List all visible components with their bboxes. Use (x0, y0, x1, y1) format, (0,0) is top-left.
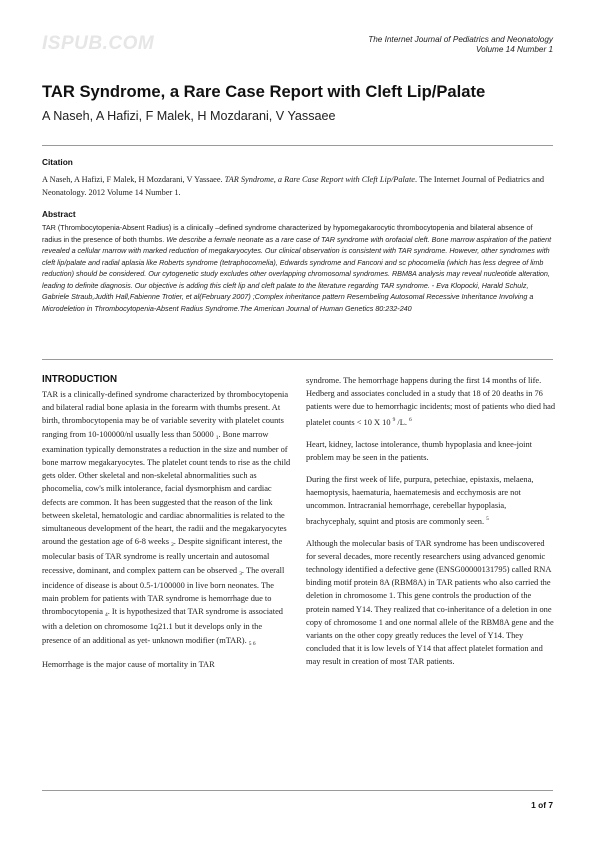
p1-text-e: . It is hypothesized that TAR syndrome is associated with a deletion on chromosome 1q21.1 but it develops only in the presence of an additional as yet- unknown modifier (mTAR). (42, 607, 283, 645)
ref-2: 2 (171, 542, 174, 549)
abstract-text (42, 222, 554, 314)
ref-3: 3 (239, 570, 242, 577)
p2-text-b: /L. (395, 417, 407, 427)
journal-name: The Internet Journal of Pediatrics and Neonatology (368, 35, 553, 44)
ref-1: 1 (215, 434, 219, 441)
right-column (306, 374, 556, 678)
p2-text-a: syndrome. The hemorrhage happens during the first 14 months of life. Hedberg and associates concluded in a study that 18 of 20 deaths in 76 patients were due to hemorrhagic incidents; most of patients who died had platelet counts < 10 X 10 (306, 376, 556, 427)
p1-text-c: . Despite significant interest, the molecular basis of TAR syndrome is really uncertain and autosomal recessive, dominant, and complex pattern can be observed (42, 537, 283, 575)
hemorrhage-paragraph-cont (306, 374, 556, 429)
ref-4: 4 (105, 612, 108, 619)
abstract-divider (42, 359, 553, 360)
ref-5: 5 (486, 515, 489, 522)
intro-paragraph-1 (42, 388, 292, 649)
p1-text-a: TAR is a clinically-defined syndrome characterized by thrombocytopenia and bilateral radial bone aplasia in the forearm with thumbs present. At birth, thrombocytopenia may be of variable severity with platelet counts ranging from 10-100000/nl usually less than 50000 (42, 390, 289, 439)
footer-divider (42, 790, 553, 791)
article-title: TAR Syndrome, a Rare Case Report with Cleft Lip/Palate (42, 82, 486, 101)
citation-title: TAR Syndrome, a Rare Case Report with Cleft Lip/Palate (224, 175, 415, 184)
journal-info (368, 35, 553, 55)
citation-heading: Citation (42, 157, 73, 167)
p1-text-d: . The overall incidence of disease is about 0.5-1/100000 in live born neonates. The main problem for patients with TAR syndrome is hemorrhage due to thrombocytopenia (42, 565, 285, 617)
hemorrhage-paragraph-start: Hemorrhage is the major cause of mortality in TAR (42, 659, 215, 669)
p4-text: During the first week of life, purpura, petechiae, epistaxis, melaena, haemoptysis, haematuria, haematemesis and ecchymosis are not uncommon. Intracranial hemorrhage, cerebellar hypoplasia, brachycephaly, squint and ptosis are commonly seen. (306, 475, 534, 526)
ref-6: 6 (409, 416, 412, 423)
citation-source: . The Internet Journal of Pediatrics and Neonatology. 2012 Volume 14 Number 1. (42, 175, 545, 198)
site-logo: ISPUB.COM (42, 33, 155, 54)
paragraph-molecular-basis: Although the molecular basis of TAR syndrome has been undiscovered for several decades, more recently researchers using advanced genomic technology identified a defective gene (ENSG00000131795) called RNA binding motif protein 8A (RBM8A) in TAR patients who also carried the deletion in chromosome 1. This gene controls the production of the protein named Y14. They realized that co-inheritance of a deletion in one copy of chromosome 1 and one normal allele of the RBM8A gene and the variants on the other copy greatly reduces the level of Y14. They concluded that it is low levels of Y14 that affect platelet formation and may result in creation of most TAR patients. (306, 538, 554, 667)
citation-text (42, 173, 554, 199)
paragraph-heart-kidney: Heart, kidney, lactose intolerance, thumb hypoplasia and knee-joint problem may be seen in the patients. (306, 439, 532, 462)
paragraph-first-week (306, 473, 556, 528)
abstract-part-1: TAR (Thrombocytopenia-Absent Radius) is a clinically –defined syndrome characterized by hypomegakarocytic thrombocytopenia and bilateral absence of radius in the presence of both thumbs. (42, 223, 533, 244)
abstract-heading: Abstract (42, 209, 76, 219)
header-divider (42, 145, 553, 146)
journal-volume: Volume 14 Number 1 (475, 45, 553, 54)
article-authors: A Naseh, A Hafizi, F Malek, H Mozdarani, V Yassaee (42, 109, 336, 123)
citation-authors: A Naseh, A Hafizi, F Malek, H Mozdarani, V Yassaee. (42, 175, 223, 184)
page-number: 1 of 7 (531, 800, 553, 810)
p1-text-b: . Bone marrow examination typically demonstrates a reduction in the size and number of bone marrow megakaryocytes. The platelet count tends to rise as the child gets older. Other skeletal and non-skeletal abnormalities such as phocomelia, cow's milk intolerance, facial dysmorphism and cardiac defects are common. It has been suggested that the reason of the link between skeletal, hematologic and cardiac abnormalities is related to the simultaneous development of the heart, the radii and the megakaryocytes around the gestation age of 6-8 weeks (42, 429, 291, 547)
abstract-part-2: We describe a female neonate as a rare case of TAR syndrome with orofacial cleft. Bone marrow aspiration of the patient revealed a cellular marrow with marked reduction of megakaryocytes. Our clinical observation is consistent with TAR syndrome. However, other syndromes with cleft lip/palate and radial aplasia like Roberts syndrome (tetraphocomelia), Edwards syndrome and Fanconi and sc phocomelia (which has less degree of limb reduction) should be considered. Our cytogenetic study excludes other overlapping chromosomal syndromes. RBM8A analysis may reveal nucleotide alteration, leading to definite diagnosis. Our objective is adding this cleft lip and cleft palate to the literature regarding TAR syndrome. - Eva Klopocki, Harald Schulz, Gabriele Straub,Judith Hall,Fabienne Trotier, et al(February 2007) ;Complex inheritance pattern Resembeling Autosomal Recessive Inheritance Involving a Microdeletion in Thrombocytopenia-Absent Radius Syndrome.The American Journal of Human Genetics 80:232-240 (42, 234, 552, 313)
ref-5-6: 5 6 (248, 640, 256, 647)
introduction-heading: INTRODUCTION (42, 374, 118, 385)
left-column (42, 374, 292, 680)
superscript-9: 9 (392, 416, 396, 423)
